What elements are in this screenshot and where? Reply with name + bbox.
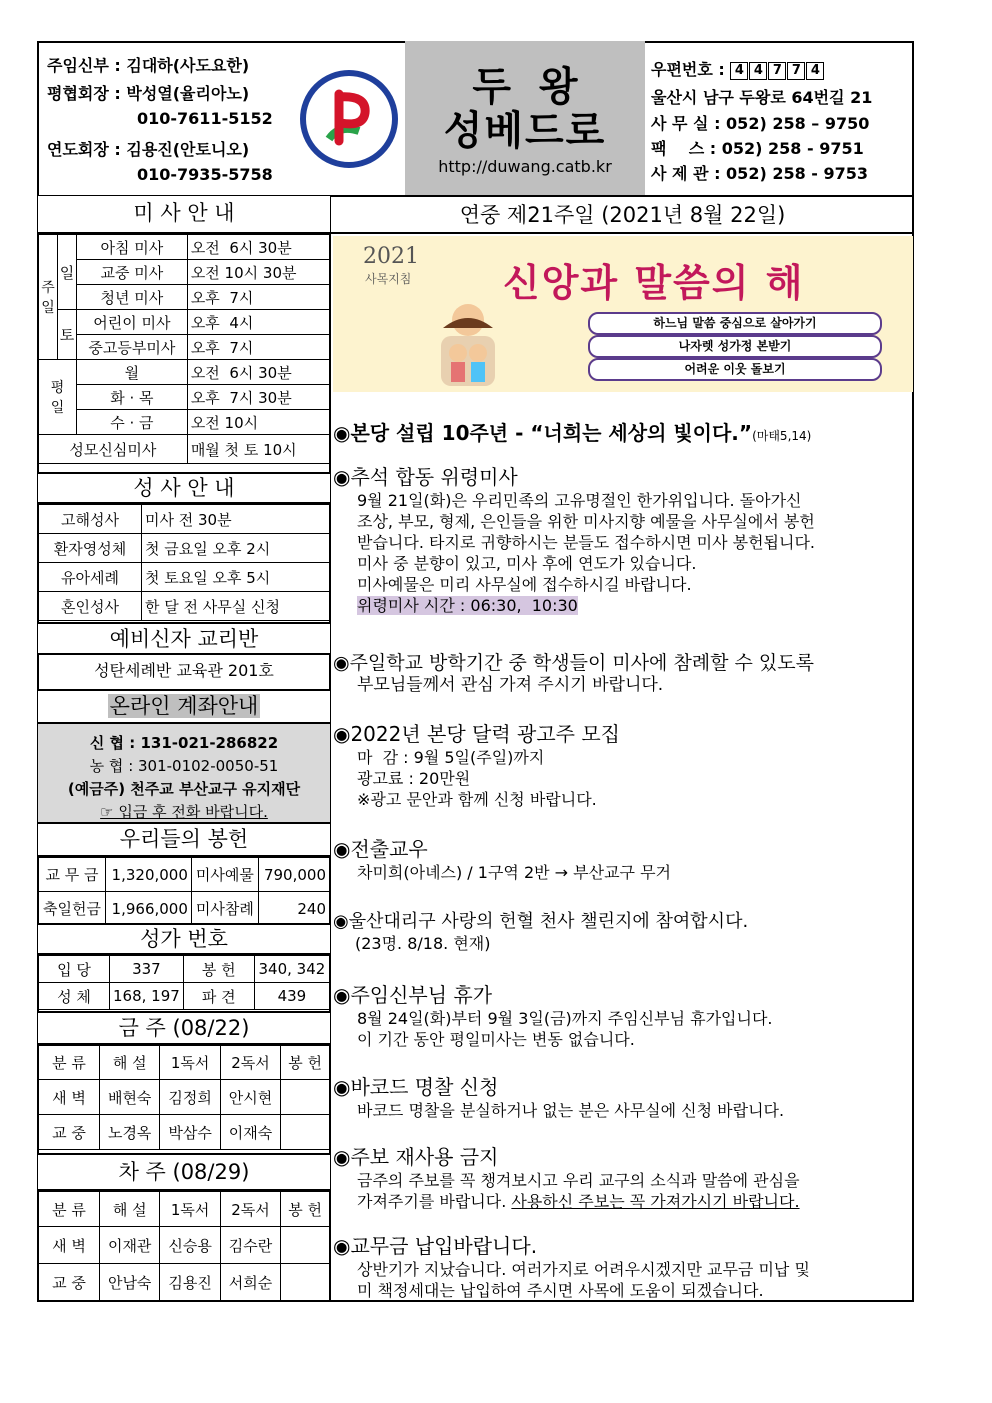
region-phone: 010-7935-5758	[137, 165, 273, 184]
sacrament-value: 한 달 전 사무실 신청	[142, 592, 330, 621]
news-blood-donation	[333, 907, 908, 954]
mass-time: 오후 7시	[187, 285, 329, 310]
offering-value: 1,966,000	[106, 892, 192, 926]
duty-header: 분 류	[39, 1192, 100, 1227]
office-phone: 사 무 실 : 052) 258 – 9750	[651, 114, 870, 133]
duty-person: 박삼수	[160, 1115, 220, 1150]
sacrament-value: 미사 전 30분	[142, 505, 330, 534]
online-title-text: 온라인 계좌안내	[109, 694, 259, 718]
sacrament-name: 혼인성사	[39, 592, 142, 621]
saturday-label: 토	[58, 310, 77, 360]
news-title: ◉주임신부님 휴가	[333, 983, 493, 1007]
mass-time: 오전 10시 30분	[187, 260, 329, 285]
news-line: 8월 24일(화)부터 9월 3일(금)까지 주임신부님 휴가입니다.	[357, 1009, 773, 1028]
mass-time: 오전 10시	[187, 410, 329, 435]
hymn-number: 168, 197	[110, 983, 184, 1010]
banner-slogan: 신앙과 말씀의 해	[503, 261, 805, 305]
news-title: ◉교무금 납입바랍니다.	[333, 1234, 538, 1258]
hymn-table	[38, 955, 330, 1010]
postcode-digit: 4	[806, 62, 824, 80]
hymn-title: 성가 번호	[38, 923, 330, 955]
this-week-table	[38, 1045, 330, 1150]
mass-name: 교중 미사	[77, 260, 188, 285]
mass-name: 월	[77, 360, 188, 385]
banner-pill: 어려운 이웃 돌보기	[588, 358, 882, 381]
deposit-note: ☞ 입금 후 전화 바랍니다.	[100, 803, 268, 821]
duty-header: 2독서	[220, 1046, 280, 1080]
banner-pill: 나자렛 성가정 본받기	[588, 335, 882, 358]
news-body	[333, 490, 908, 616]
duty-header: 분 류	[39, 1046, 100, 1080]
sacrament-title: 성 사 안 내	[38, 472, 330, 504]
mass-time: 오전 6시 30분	[187, 235, 329, 260]
header	[37, 41, 914, 197]
news-calendar-ads	[333, 718, 908, 810]
sacrament-table	[38, 504, 330, 621]
title-line-2: 성베드로	[443, 108, 607, 154]
news-line: 마 감 : 9월 5일(주일)까지	[357, 748, 545, 767]
news-line: 미사예물은 미리 사무실에 접수하시길 바랍니다.	[357, 575, 692, 594]
news-line: 광고료 : 20만원	[357, 769, 471, 788]
duty-person: 김정희	[160, 1080, 220, 1115]
offering-value: 790,000	[258, 858, 329, 892]
offering-label: 축일헌금	[39, 892, 106, 926]
duty-person: 배현숙	[100, 1080, 160, 1115]
postcode-digit: 4	[749, 62, 767, 80]
hymn-number: 337	[110, 956, 184, 983]
duty-person	[281, 1264, 330, 1301]
news-line: 미사 중 분향이 있고, 미사 후에 연도가 있습니다.	[357, 554, 697, 573]
news-line-underlined: 사용하신 주보는 꼭 가져가시기 바랍니다.	[511, 1192, 800, 1211]
news-line: 부모님들께서 관심 가져 주시기 바랍니다.	[357, 675, 664, 695]
fax-number: 팩 스 : 052) 258 - 9751	[651, 139, 864, 158]
postcode-digit: 7	[787, 62, 805, 80]
duty-person	[281, 1227, 330, 1264]
sacrament-name: 유아세례	[39, 563, 142, 592]
mass-time: 오후 7시 30분	[187, 385, 329, 410]
banner-subtitle: 사목지침	[365, 272, 412, 286]
duty-category: 새 벽	[39, 1080, 100, 1115]
news-title: ◉주보 재사용 금지	[333, 1145, 499, 1169]
news-ref: (마태5,14)	[752, 429, 812, 443]
account-holder: (예금주) 천주교 부산교구 유지재단	[67, 780, 301, 798]
offering-value: 1,320,000	[106, 858, 192, 892]
hymn-number: 340, 342	[254, 956, 329, 983]
duty-person	[281, 1115, 330, 1150]
news-line: 가져주기를 바랍니다.	[357, 1192, 512, 1211]
duty-person: 노경옥	[100, 1115, 160, 1150]
news-line: 조상, 부모, 형제, 은인들을 위한 미사지향 예물을 사무실에서 봉헌	[357, 512, 815, 531]
banner-pill: 하느님 말씀 중심으로 살아가기	[588, 312, 882, 335]
sunday-label: 주일	[39, 235, 58, 360]
mass-time: 오후 7시	[187, 335, 329, 360]
mass-name: 어린이 미사	[77, 310, 188, 335]
sacrament-name: 고해성사	[39, 505, 142, 534]
postcode-digit: 7	[768, 62, 786, 80]
devotion-mass-time: 매월 첫 토 10시	[187, 435, 329, 464]
online-title	[38, 689, 330, 724]
news-line: ※광고 문안과 함께 신청 바랍니다.	[357, 790, 597, 809]
offering-label: 미사예물	[191, 858, 258, 892]
mass-name: 화 · 목	[77, 385, 188, 410]
news-title: ◉전출교우	[333, 837, 428, 861]
news-line: 받습니다. 타지로 귀향하시는 분들도 접수하시면 미사 봉헌됩니다.	[357, 533, 816, 552]
mass-name: 중고등부미사	[77, 335, 188, 360]
news-title: ◉바코드 명찰 신청	[333, 1075, 499, 1099]
duty-header: 1독서	[160, 1046, 220, 1080]
news-title: ◉추석 합동 위령미사	[333, 465, 518, 489]
news-line: 미 책정세대는 납입하여 주시면 사목에 도움이 되겠습니다.	[357, 1281, 764, 1300]
news-body	[333, 1008, 908, 1050]
offering-value: 240	[258, 892, 329, 926]
news-title: ◉본당 설립 10주년 - “너희는 세상의 빛이다.”	[333, 421, 753, 445]
mass-time: 오후 4시	[187, 310, 329, 335]
news-line: 금주의 주보를 꼭 챙겨보시고 우리 교구의 소식과 말씀에 관심을	[357, 1171, 800, 1190]
this-week-title: 금 주 (08/22)	[38, 1011, 330, 1045]
day-label: 일	[58, 235, 77, 310]
news-body	[333, 747, 908, 810]
hymn-label: 성 체	[39, 983, 110, 1010]
duty-category: 교 중	[39, 1264, 100, 1301]
news-title: ◉2022년 본당 달력 광고주 모집	[333, 722, 620, 746]
duty-person: 김수란	[220, 1227, 280, 1264]
duty-header: 2독서	[220, 1192, 280, 1227]
postcode-digit: 4	[730, 62, 748, 80]
shinhyup-account: 신 협 : 131-021-286822	[89, 734, 279, 752]
mass-name: 수 · 금	[77, 410, 188, 435]
news-transfer	[333, 833, 908, 883]
news-title: ◉울산대리구 사랑의 헌혈 천사 챌린지에 참여합시다.	[333, 911, 749, 932]
news-body	[333, 1170, 908, 1212]
parish-url[interactable]: http://duwang.catb.kr	[438, 157, 612, 176]
news-line: (23명. 8/18. 현재)	[355, 934, 491, 953]
pastor: 주임신부 : 김대하(사도요한)	[47, 56, 250, 75]
news-line: 바코드 명찰을 분실하거나 없는 분은 사무실에 신청 바랍니다.	[357, 1101, 785, 1120]
hymn-label: 입 당	[39, 956, 110, 983]
news-bulletin-reuse	[333, 1141, 908, 1212]
offering-label: 교 무 금	[39, 858, 106, 892]
mass-name: 아침 미사	[77, 235, 188, 260]
mass-table	[38, 234, 330, 464]
offering-label: 미사참례	[191, 892, 258, 926]
duty-header: 1독서	[160, 1192, 220, 1227]
duty-header: 봉 헌	[281, 1046, 330, 1080]
duty-person: 서희순	[220, 1264, 280, 1301]
council-phone: 010-7611-5152	[137, 109, 273, 128]
news-church-dues	[333, 1230, 908, 1301]
family-illustration	[423, 298, 513, 388]
weekday-label: 평일	[39, 360, 77, 435]
news-body	[333, 1259, 908, 1301]
news-sunday-school	[333, 648, 908, 696]
news-line: 상반기가 지났습니다. 여러가지로 어려우시겠지만 교무금 미납 및	[357, 1260, 810, 1279]
duty-header: 해 설	[100, 1192, 160, 1227]
news-pastor-vacation	[333, 979, 908, 1050]
hymn-label: 봉 헌	[183, 956, 254, 983]
duty-category: 교 중	[39, 1115, 100, 1150]
banner-year: 2021	[363, 244, 419, 269]
postcode-label: 우편번호 :	[651, 60, 725, 79]
mass-time: 오전 6시 30분	[187, 360, 329, 385]
devotion-mass-name: 성모신심미사	[39, 435, 188, 464]
pastoral-banner	[333, 236, 913, 392]
address: 울산시 남구 두왕로 64번길 21	[651, 88, 873, 107]
sacrament-value: 첫 토요일 오후 5시	[142, 563, 330, 592]
region-president: 연도회장 : 김용진(안토니오)	[47, 140, 250, 159]
rectory-phone: 사 제 관 : 052) 258 - 9753	[651, 164, 869, 183]
mass-title: 미 사 안 내	[38, 196, 330, 234]
parish-logo	[299, 69, 399, 169]
date-title: 연중 제21주일 (2021년 8월 22일)	[331, 196, 914, 234]
council-president: 평협회장 : 박성열(율리아노)	[47, 84, 250, 103]
duty-person: 이재관	[100, 1227, 160, 1264]
hymn-number: 439	[254, 983, 329, 1010]
news-barcode	[333, 1071, 908, 1121]
news-line: 차미희(아녜스) / 1구역 2반 → 부산교구 무거	[357, 863, 671, 882]
catechumen-text: 성탄세례반 교육관 201호	[94, 661, 274, 680]
title-block	[405, 41, 645, 195]
duty-person: 김용진	[160, 1264, 220, 1301]
duty-header: 봉 헌	[281, 1192, 330, 1227]
nonghyup-account: 농 협 : 301-0102-0050-51	[89, 757, 279, 775]
hymn-label: 파 견	[183, 983, 254, 1010]
memorial-mass-time: 위령미사 시간 : 06:30, 10:30	[357, 596, 578, 615]
title-line-1: 두 왕	[472, 64, 578, 110]
duty-person: 이재숙	[220, 1115, 280, 1150]
news-line: 9월 21일(화)은 우리민족의 고유명절인 한가위입니다. 돌아가신	[357, 491, 802, 510]
news-chuseok	[333, 461, 908, 616]
duty-person: 안시현	[220, 1080, 280, 1115]
offering-title: 우리들의 봉헌	[38, 822, 330, 857]
online-account-box	[38, 724, 330, 822]
duty-category: 새 벽	[39, 1227, 100, 1264]
next-week-table	[38, 1191, 330, 1301]
catechumen-title: 예비신자 교리반	[38, 622, 330, 655]
duty-person: 신승용	[160, 1227, 220, 1264]
news-line: 이 기간 동안 평일미사는 변동 없습니다.	[357, 1030, 635, 1049]
duty-header: 해 설	[100, 1046, 160, 1080]
sacrament-value: 첫 금요일 오후 2시	[142, 534, 330, 563]
duty-person: 안남숙	[100, 1264, 160, 1301]
duty-person	[281, 1080, 330, 1115]
offering-table	[38, 857, 330, 926]
sacrament-name: 환자영성체	[39, 534, 142, 563]
postcode	[651, 57, 825, 80]
mass-name: 청년 미사	[77, 285, 188, 310]
news-title: ◉주일학교 방학기간 중 학생들이 미사에 참례할 수 있도록	[333, 652, 814, 674]
next-week-title: 차 주 (08/29)	[38, 1153, 330, 1191]
news-anniversary	[333, 417, 908, 446]
